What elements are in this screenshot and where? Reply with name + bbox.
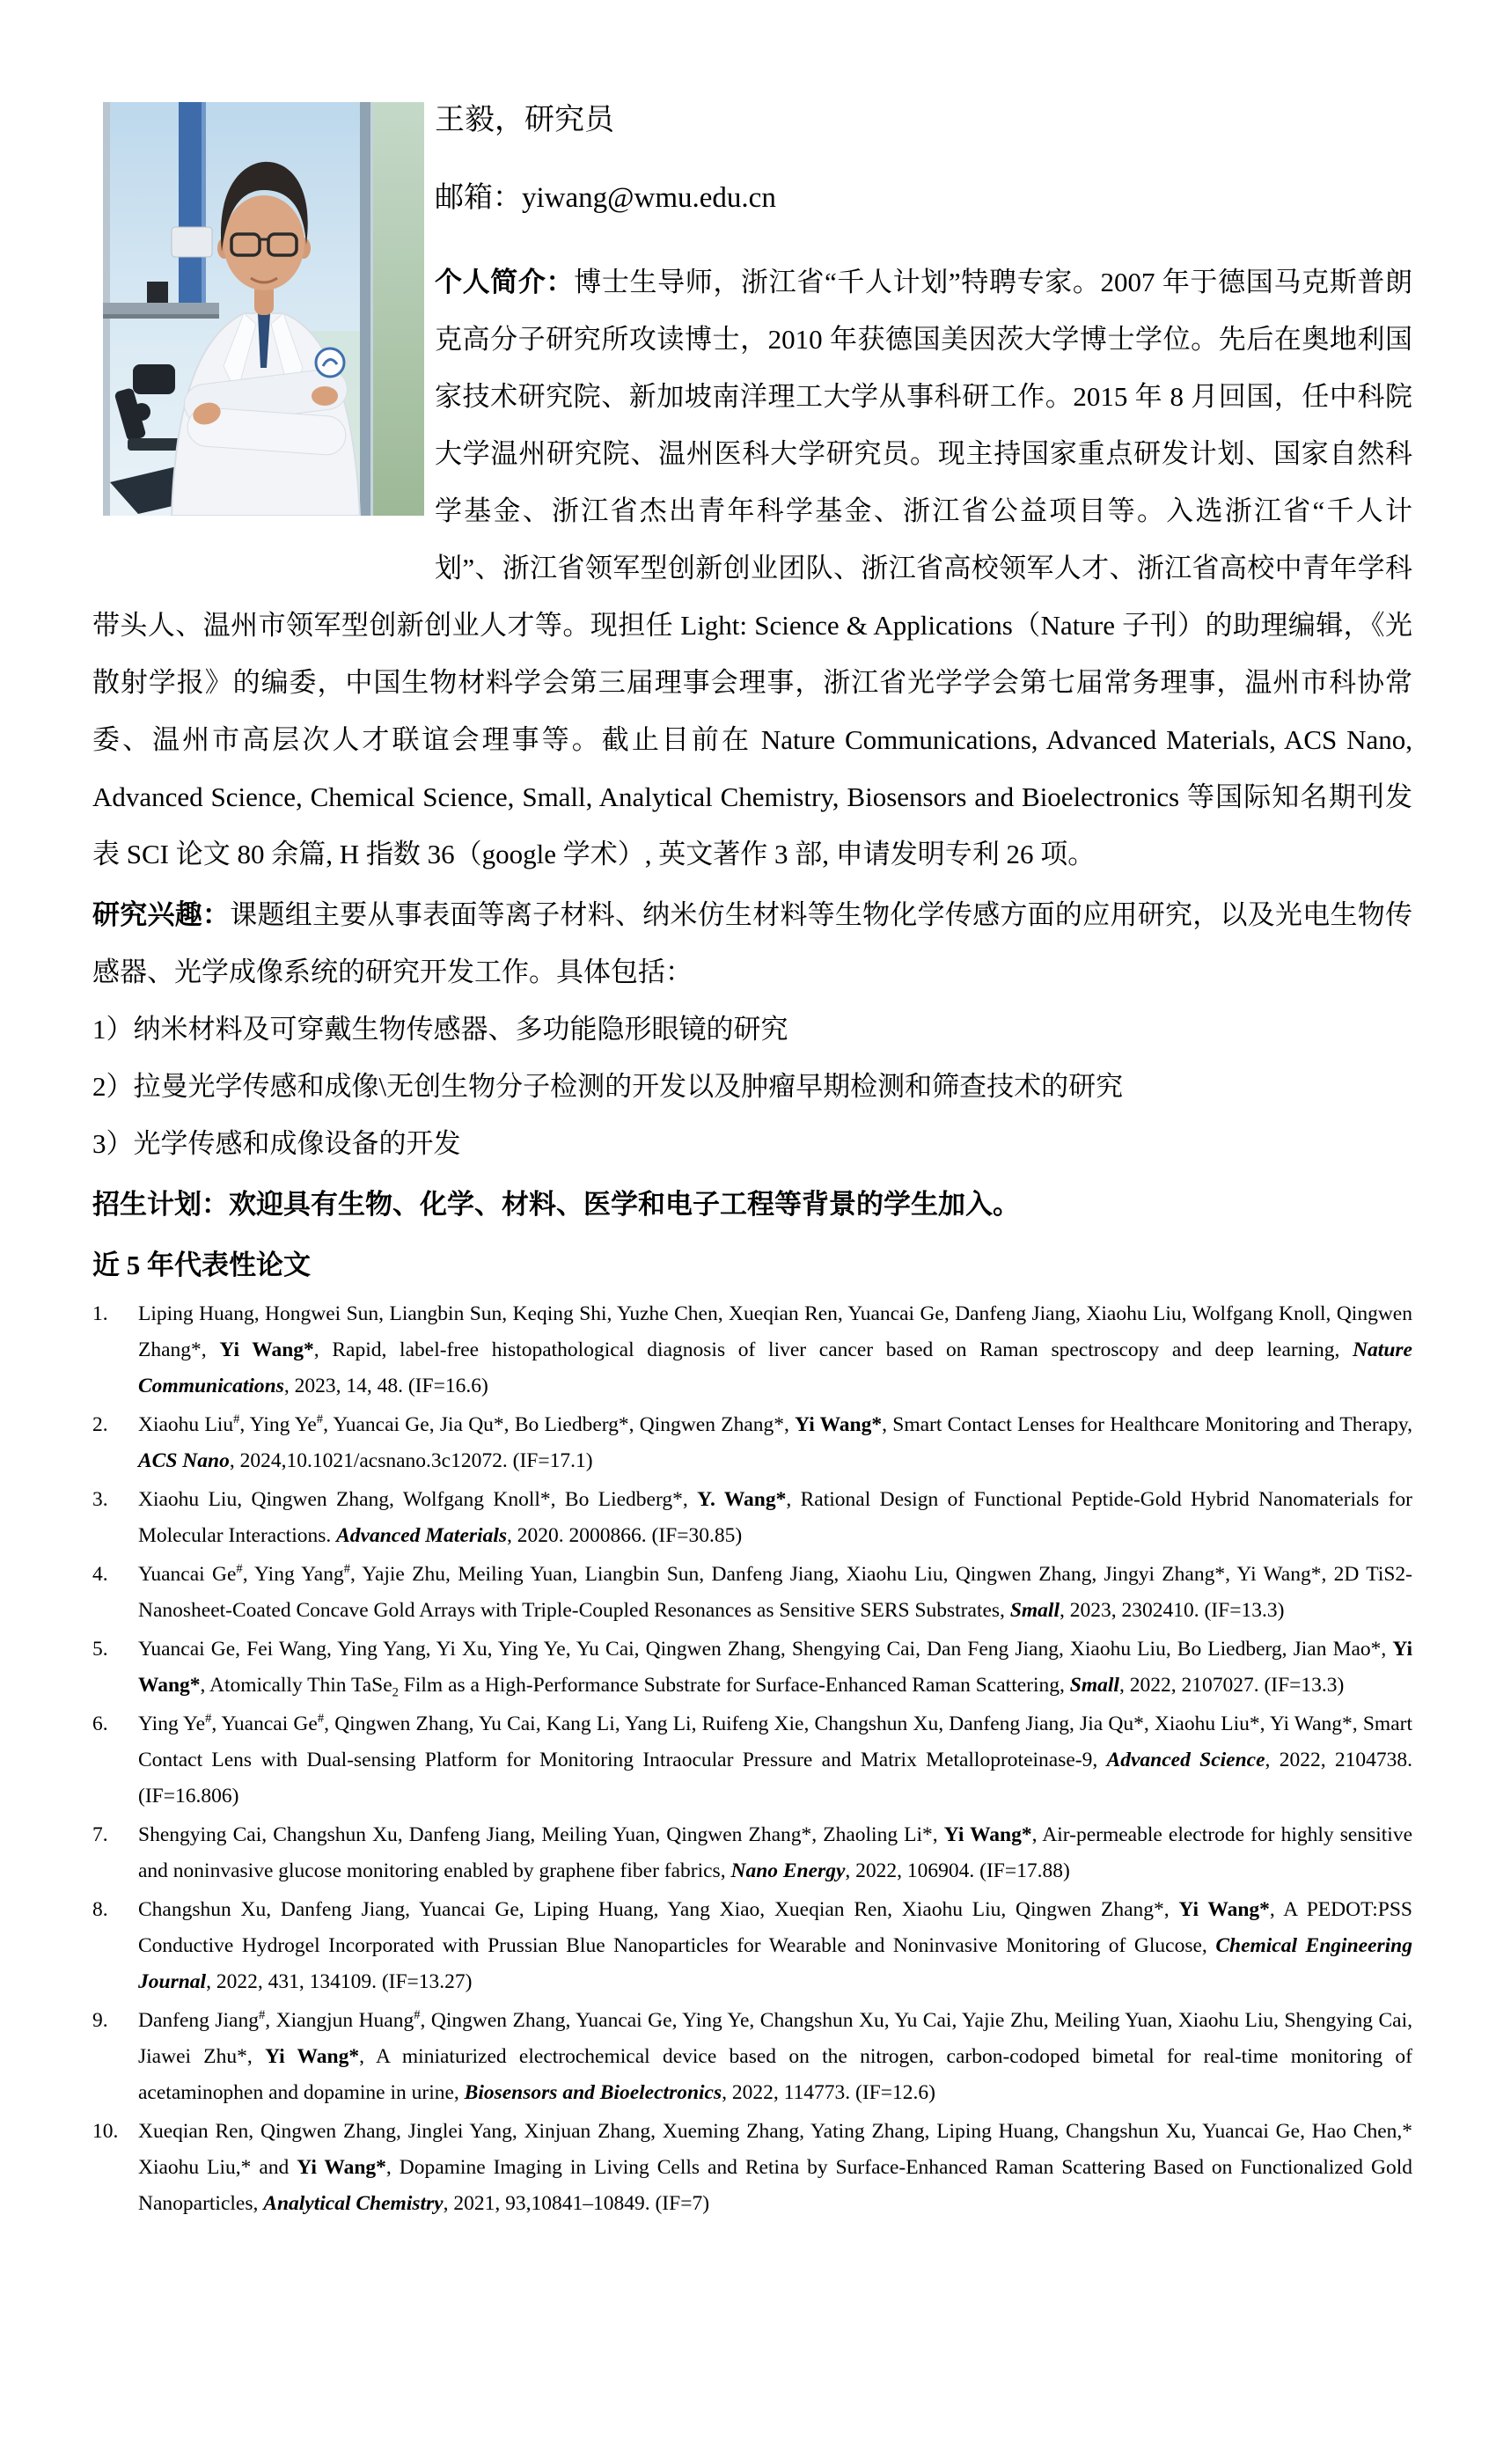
publication-text: Shengying Cai, Changshun Xu, Danfeng Jiang, Meiling Yuan, Qingwen Zhang*, Zhaoling Li*, Yi Wang*, Air-permeable electrode for highly sensitive and noninvasive glucose monitoring enabled by graphene fiber fabrics, Nano Energy, 2022, 106904. (IF=17.88) bbox=[138, 1823, 1412, 1882]
research-item-1: 1）纳米材料及可穿戴生物传感器、多功能隐形眼镜的研究 bbox=[92, 1014, 788, 1045]
publication-text: Ying Ye#, Yuancai Ge#, Qingwen Zhang, Yu Cai, Kang Li, Yang Li, Ruifeng Xie, Changshun Xu, Danfeng Jiang, Jia Qu*, Xiaohu Liu*, Yi Wang*, Smart Contact Lens with Dual-sensing Platform for Monitoring Intraocular Pressure and Matrix Metalloproteinase-9, Advanced Science, 2022, 2104738. (IF=16.806) bbox=[138, 1712, 1413, 1808]
recruit-text: 欢迎具有生物、化学、材料、医学和电子工程等背景的学生加入。 bbox=[229, 1189, 1020, 1220]
coat-badge bbox=[316, 348, 344, 377]
publication-text: Xiaohu Liu#, Ying Ye#, Yuancai Ge, Jia Qu*, Bo Liedberg*, Qingwen Zhang*, Yi Wang*, Smart Contact Lenses for Healthcare Monitoring and Therapy, ACS Nano, 2024,10.1021/acsnano.3c12072. (IF=17.1) bbox=[138, 1412, 1412, 1472]
email-label: 邮箱： bbox=[435, 182, 522, 214]
researcher-name: 王毅，研究员 bbox=[435, 104, 614, 136]
recruit-paragraph bbox=[92, 1176, 1412, 1233]
publication-number: 6. bbox=[92, 1712, 108, 1735]
window-mullion bbox=[360, 102, 370, 516]
publication-number: 5. bbox=[92, 1638, 108, 1661]
publication-item bbox=[92, 1482, 1412, 1554]
profile-photo-graphic bbox=[103, 102, 424, 516]
publication-item bbox=[92, 2003, 1412, 2111]
publication-text: Xiaohu Liu, Qingwen Zhang, Wolfgang Knoll*, Bo Liedberg*, Y. Wang*, Rational Design of Functional Peptide-Gold Hybrid Nanomaterials for Molecular Interactions. Advanced Materials, 2020. 2000866. (IF=30.85) bbox=[138, 1488, 1412, 1547]
profile-photo bbox=[103, 102, 424, 516]
publication-item bbox=[92, 1557, 1412, 1629]
publication-item bbox=[92, 1892, 1412, 2000]
publication-number: 2. bbox=[92, 1413, 108, 1436]
research-interests-label: 研究兴趣： bbox=[92, 899, 231, 930]
publication-number: 1. bbox=[92, 1302, 108, 1325]
publication-item bbox=[92, 1296, 1412, 1404]
publication-item bbox=[92, 1632, 1412, 1704]
research-item-2: 2）拉曼光学传感和成像\无创生物分子检测的开发以及肿瘤早期检测和筛查技术的研究 bbox=[92, 1071, 1124, 1102]
publication-text: Changshun Xu, Danfeng Jiang, Yuancai Ge, Liping Huang, Yang Xiao, Xueqian Ren, Xiaohu Liu, Qingwen Zhang*, Yi Wang*, A PEDOT:PSS Conductive Hydrogel Incorporated with Prussian Blue Nanoparticles for Wearable and Noninvasive Monitoring of Glucose, Chemical Engineering Journal, 2022, 431, 134109. (IF=13.27) bbox=[138, 1898, 1413, 1993]
publication-number: 4. bbox=[92, 1563, 108, 1586]
publication-number: 7. bbox=[92, 1823, 108, 1846]
research-interests-paragraph bbox=[92, 886, 1412, 1001]
publication-list bbox=[92, 1296, 1412, 2222]
sill-knob bbox=[147, 282, 168, 303]
bio-text: 博士生导师，浙江省“千人计划”特聘专家。2007 年于德国马克斯普朗克高分子研究所攻读博士，2010 年获德国美因茨大学博士学位。先后在奥地利国家技术研究院、新加坡南洋理工大学从事科研工作。2015 年 8 月回国，任中科院大学温州研究院、温州医科大学研究员。现主持国家重点研发计划、国家自然科学基金、浙江省杰出青年科学基金、浙江省公益项目等。入选浙江省“千人计划”、浙江省领军型创新创业团队、浙江省高校领军人才、浙江省高校中青年学科带头人、温州市领军型创新创业人才等。现担任 Light: Science & Applications（Nature 子刊）的助理编辑，《光散射学报》的编委，中国生物材料学会第三届理事会理事，浙江省光学学会第七届常务理事，温州市科协常委、温州市高层次人才联谊会理事等。截止目前在 Nature Communications, Advanced Materials, ACS Nano, Advanced Science, Chemical Science, Small, Analytical Chemistry, Biosensors and Bioelectronics 等国际知名期刊发表 SCI 论文 80 余篇, H 指数 36（google 学术）, 英文著作 3 部, 申请发明专利 26 项。 bbox=[92, 267, 1413, 869]
publication-text: Liping Huang, Hongwei Sun, Liangbin Sun, Keqing Shi, Yuzhe Chen, Xueqian Ren, Yuancai Ge, Danfeng Jiang, Xiaohu Liu, Wolfgang Knoll, Qingwen Zhang*, Yi Wang*, Rapid, label-free histopathological diagnosis of liver cancer based on Raman spectroscopy and deep learning, Nature Communications, 2023, 14, 48. (IF=16.6) bbox=[138, 1302, 1412, 1397]
publication-text: Danfeng Jiang#, Xiangjun Huang#, Qingwen Zhang, Yuancai Ge, Ying Ye, Changshun Xu, Yu Cai, Yajie Zhu, Meiling Yuan, Xiaohu Liu, Shengying Cai, Jiawei Zhu*, Yi Wang*, A miniaturized electrochemical device based on the nitrogen, carbon-codoped bimetal for real-time monitoring of acetaminophen and dopamine in urine, Biosensors and Bioelectronics, 2022, 114773. (IF=12.6) bbox=[138, 2008, 1413, 2104]
publication-text: Xueqian Ren, Qingwen Zhang, Jinglei Yang, Xinjuan Zhang, Xueming Zhang, Yating Zhang, Liping Huang, Changshun Xu, Yuancai Ge, Hao Chen,* Xiaohu Liu,* and Yi Wang*, Dopamine Imaging in Living Cells and Retina by Surface-Enhanced Raman Scattering Based on Functionalized Gold Nanoparticles, Analytical Chemistry, 2021, 93,10841–10849. (IF=7) bbox=[138, 2120, 1412, 2215]
face bbox=[224, 195, 304, 290]
blue-window-post bbox=[179, 102, 205, 313]
research-item-3: 3）光学传感和成像设备的开发 bbox=[92, 1128, 461, 1159]
research-interests-text: 课题组主要从事表面等离子材料、纳米仿生材料等生物化学传感方面的应用研究，以及光电生物传感器、光学成像系统的研究开发工作。具体包括： bbox=[92, 899, 1413, 987]
publication-number: 8. bbox=[92, 1898, 108, 1921]
publication-number: 10. bbox=[92, 2120, 119, 2143]
window-sill bbox=[103, 303, 219, 314]
foliage-pane bbox=[367, 102, 424, 516]
publication-text: Yuancai Ge#, Ying Yang#, Yajie Zhu, Meiling Yuan, Liangbin Sun, Danfeng Jiang, Xiaohu Liu, Qingwen Zhang, Jingyi Zhang*, Yi Wang*, 2D TiS2-Nanosheet-Coated Concave Gold Arrays with Triple-Coupled Resonances as Sensitive SERS Substrates, Small, 2023, 2302410. (IF=13.3) bbox=[138, 1562, 1412, 1622]
publications-heading: 近 5 年代表性论文 bbox=[92, 1250, 311, 1280]
publication-number: 9. bbox=[92, 2009, 108, 2032]
email-address: yiwang@wmu.edu.cn bbox=[522, 182, 776, 214]
recruit-label: 招生计划： bbox=[92, 1189, 229, 1220]
publication-item bbox=[92, 1706, 1412, 1815]
window-hardware bbox=[172, 227, 212, 257]
publication-item bbox=[92, 1407, 1412, 1479]
publication-number: 3. bbox=[92, 1488, 108, 1511]
publication-text: Yuancai Ge, Fei Wang, Ying Yang, Yi Xu, Ying Ye, Yu Cai, Qingwen Zhang, Shengying Cai, Dan Feng Jiang, Xiaohu Liu, Bo Liedberg, Jian Mao*, Yi Wang*, Atomically Thin TaSe$_2$ Film as a High-Performance Substrate for Surface-Enhanced Raman Scattering, Small, 2022, 2107027. (IF=13.3) bbox=[138, 1638, 1412, 1700]
publication-item bbox=[92, 2114, 1412, 2222]
bio-label: 个人简介： bbox=[435, 267, 575, 297]
publication-item bbox=[92, 1817, 1412, 1889]
hand bbox=[312, 386, 338, 406]
